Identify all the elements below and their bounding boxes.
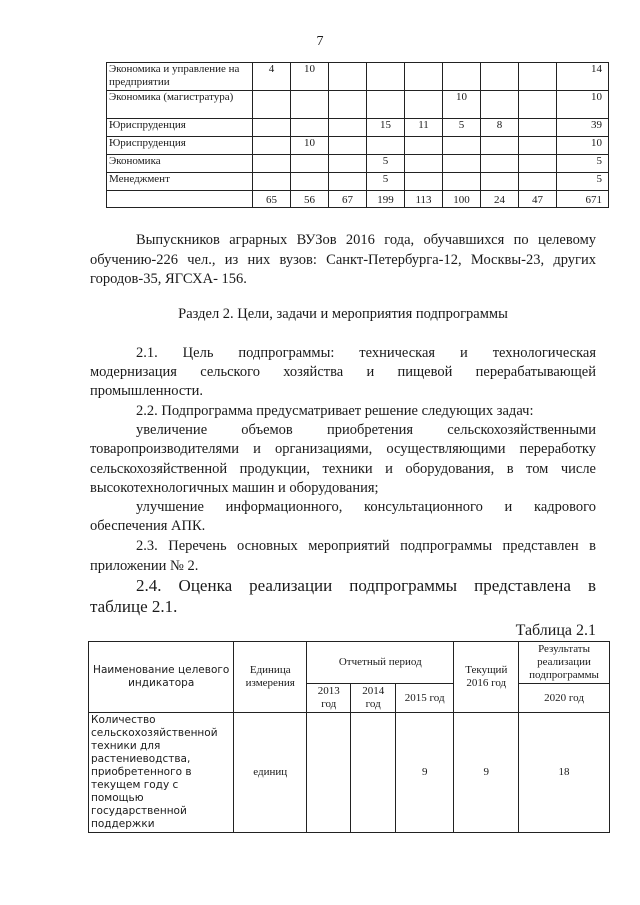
table-cell: 671: [557, 191, 609, 208]
row-name: [107, 191, 253, 208]
table-caption: Таблица 2.1: [515, 622, 596, 639]
table-cell: [291, 119, 329, 137]
table-cell: 10: [443, 91, 481, 119]
header-2014: 2014 год: [351, 684, 395, 713]
row-name: Юриспруденция: [107, 119, 253, 137]
table-cell: [481, 155, 519, 173]
table-cell: 67: [329, 191, 367, 208]
table-cell: [519, 155, 557, 173]
table-cell: 56: [291, 191, 329, 208]
table-cell: [481, 137, 519, 155]
row-name: Экономика и управление на предприятии: [107, 63, 253, 91]
table-row: [107, 191, 609, 208]
table-cell: [481, 63, 519, 91]
goal-line-3: промышленности.: [90, 383, 204, 399]
table-cell: [519, 119, 557, 137]
table-cell: 5: [443, 119, 481, 137]
table-cell: 11: [405, 119, 443, 137]
indicator-unit: единиц: [234, 713, 307, 833]
table-cell: 199: [367, 191, 405, 208]
table-cell: 113: [405, 191, 443, 208]
table-cell: [253, 119, 291, 137]
table-row: [107, 63, 609, 91]
table-cell: 8: [481, 119, 519, 137]
table-cell: [367, 137, 405, 155]
table-cell: [329, 137, 367, 155]
table-cell: 10: [557, 137, 609, 155]
task-2-line-1: улучшение информационного, консультационного и кадрового: [136, 499, 596, 515]
value-2014: [351, 713, 395, 833]
row-name: Юриспруденция: [107, 137, 253, 155]
table-cell: 4: [253, 63, 291, 91]
table-cell: [481, 91, 519, 119]
table-cell: 47: [519, 191, 557, 208]
table-cell: [405, 173, 443, 191]
table-cell: [253, 91, 291, 119]
table-cell: 65: [253, 191, 291, 208]
table-cell: [443, 155, 481, 173]
value-2020: 18: [519, 713, 610, 833]
table-cell: [253, 173, 291, 191]
section-title: Раздел 2. Цели, задачи и мероприятия подпрограммы: [178, 306, 508, 322]
measures-paragraph: 2.3. Перечень основных мероприятий подпрограммы представлен в приложении № 2.: [90, 538, 596, 574]
table-cell: [367, 63, 405, 91]
table-row: [107, 155, 609, 173]
row-name: Экономика: [107, 155, 253, 173]
task-1-rest: товаропроизводителями и организациями, осуществляющими переработку сельскохозяйственной продукции, техники и оборудования, в том числе высокотехнологичных машин и оборудования;: [90, 441, 596, 496]
table-cell: [519, 91, 557, 119]
table-cell: [443, 173, 481, 191]
table-row: [107, 137, 609, 155]
table-cell: [519, 63, 557, 91]
table-cell: [367, 91, 405, 119]
table-row: [107, 173, 609, 191]
table-cell: [405, 63, 443, 91]
table-cell: [291, 173, 329, 191]
table-cell: [443, 63, 481, 91]
table-row: [107, 119, 609, 137]
value-2013: [307, 713, 351, 833]
table-cell: 39: [557, 119, 609, 137]
table-cell: 100: [443, 191, 481, 208]
table-cell: [405, 137, 443, 155]
table-cell: 15: [367, 119, 405, 137]
table-cell: 5: [557, 173, 609, 191]
table-cell: 10: [291, 63, 329, 91]
indicator-table: [88, 641, 610, 833]
evaluation-line-2: таблице 2.1.: [90, 597, 178, 616]
table-cell: [253, 155, 291, 173]
row-name: Экономика (магистратура): [107, 91, 253, 119]
table-row: [107, 91, 609, 119]
table-cell: 24: [481, 191, 519, 208]
table-cell: [329, 119, 367, 137]
table-cell: [291, 155, 329, 173]
table-cell: 14: [557, 63, 609, 91]
value-2015: 9: [395, 713, 454, 833]
row-name: Менеджмент: [107, 173, 253, 191]
table-cell: [405, 91, 443, 119]
table-cell: 10: [557, 91, 609, 119]
header-2013: 2013 год: [307, 684, 351, 713]
header-2020: 2020 год: [519, 684, 610, 713]
table-cell: [481, 173, 519, 191]
tasks-intro: 2.2. Подпрограмма предусматривает решение следующих задач:: [136, 403, 534, 419]
table-cell: 5: [367, 173, 405, 191]
table-cell: 10: [291, 137, 329, 155]
table-cell: [519, 137, 557, 155]
graduates-table: [106, 62, 609, 208]
table-cell: 5: [367, 155, 405, 173]
table-cell: [443, 137, 481, 155]
task-1-line-1: увеличение объемов приобретения сельскохозяйственными: [136, 422, 596, 438]
header-unit: Единица измерения: [234, 642, 307, 713]
header-current-year: Текущий 2016 год: [454, 642, 519, 713]
table-cell: [253, 137, 291, 155]
task-2-line-2: обеспечения АПК.: [90, 518, 206, 534]
table-cell: [329, 173, 367, 191]
table-cell: [329, 91, 367, 119]
table-cell: [405, 155, 443, 173]
table-cell: [291, 91, 329, 119]
table-cell: 5: [557, 155, 609, 173]
table-cell: [329, 155, 367, 173]
value-2016: 9: [454, 713, 519, 833]
table-cell: [329, 63, 367, 91]
header-reporting-period: Отчетный период: [307, 642, 454, 684]
goal-line-2: модернизация сельского хозяйства и пищевой перерабатывающей: [90, 364, 596, 380]
header-2015: 2015 год: [395, 684, 454, 713]
header-indicator: Наименование целевого индикатора: [89, 642, 234, 713]
indicator-name: Количество сельскохозяйственной техники для растениеводства, приобретенного в текущем году с помощью государственной поддержки: [89, 713, 234, 833]
table-cell: [519, 173, 557, 191]
page-number: 7: [316, 34, 324, 49]
goal-line-1: 2.1. Цель подпрограммы: техническая и технологическая: [136, 345, 596, 361]
header-results: Результаты реализации подпрограммы: [519, 642, 610, 684]
evaluation-line-1: 2.4. Оценка реализации подпрограммы представлена в: [136, 576, 596, 595]
graduates-paragraph: Выпускников аграрных ВУЗов 2016 года, обучавшихся по целевому обучению-226 чел., из них вузов: Санкт-Петербурга-12, Москвы-23, других городов-35, ЯГСХА- 156.: [90, 232, 596, 287]
